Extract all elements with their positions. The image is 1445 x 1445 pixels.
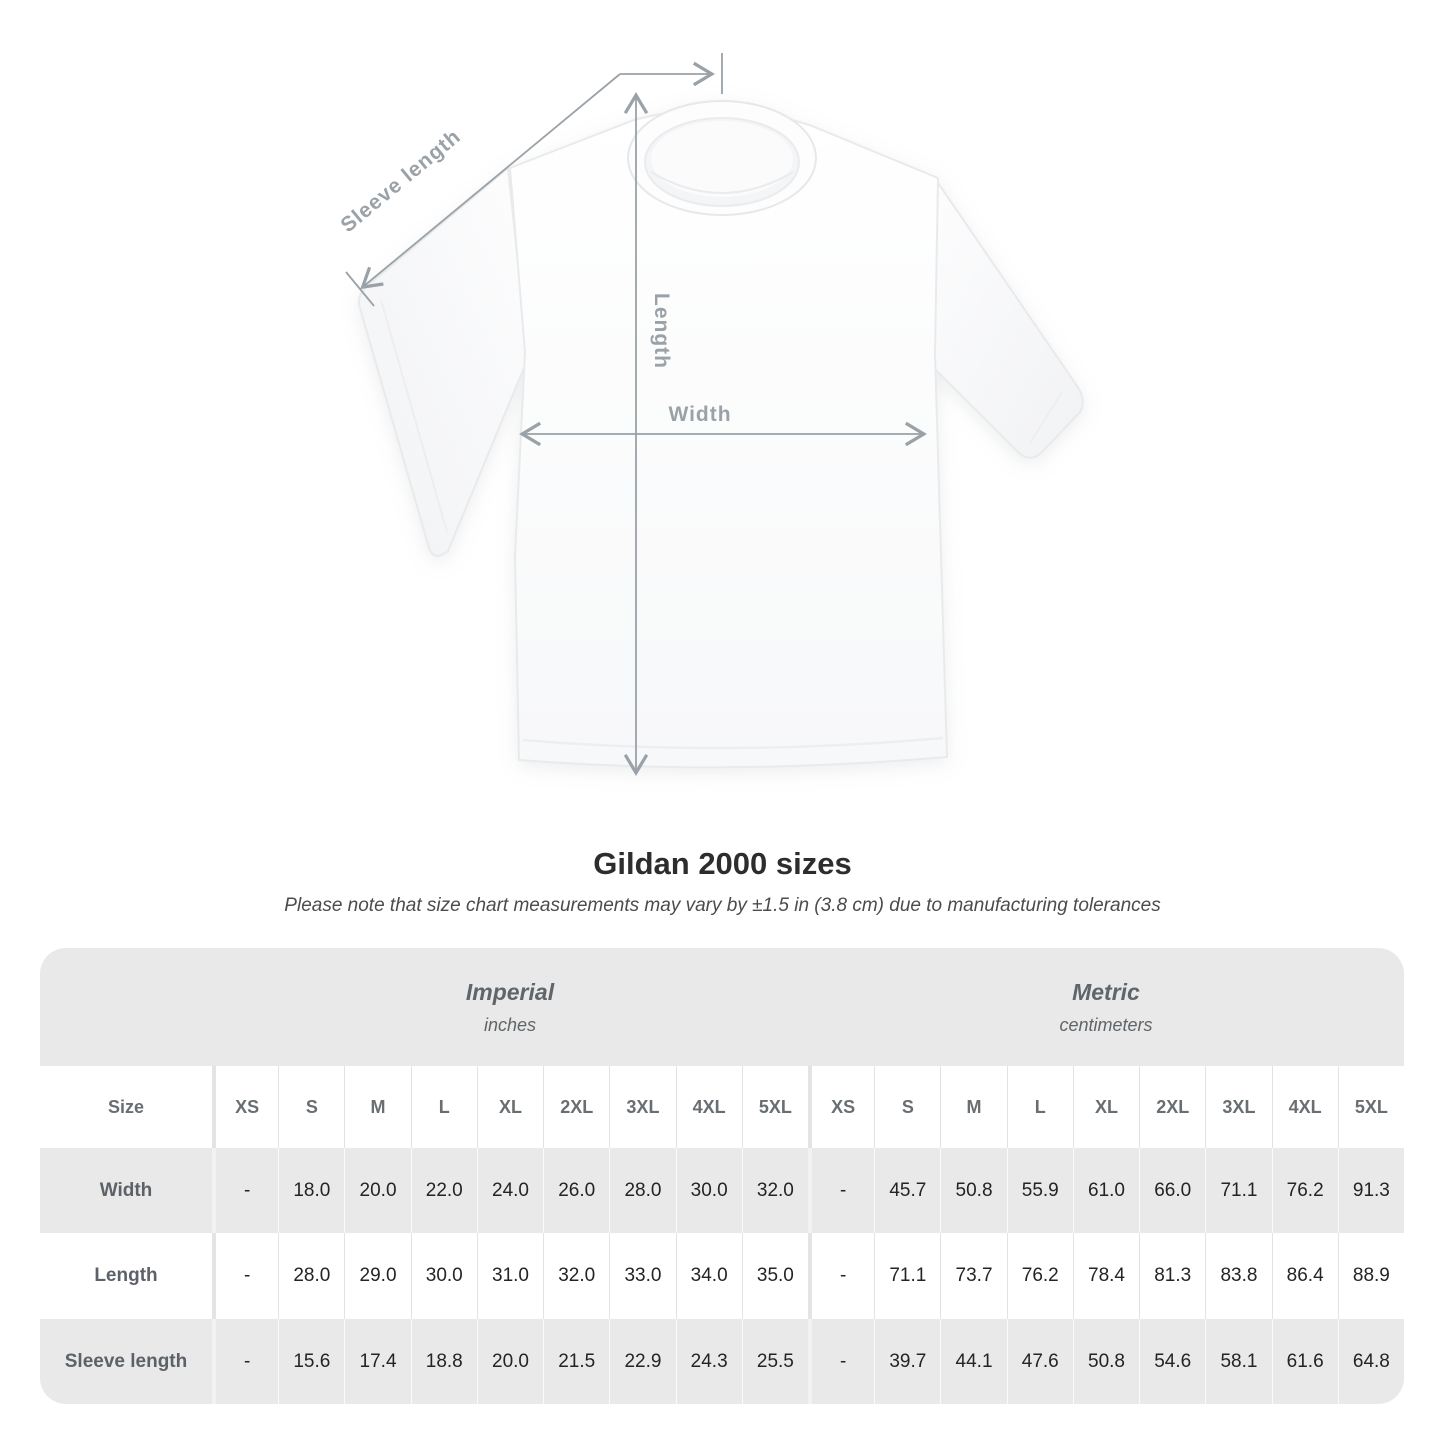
page-title: Gildan 2000 sizes: [593, 846, 852, 881]
sleeve-metric-xl: 50.8: [1073, 1319, 1139, 1404]
size-header-imperial-3xl: 3XL: [609, 1066, 675, 1148]
size-header-imperial-5xl: 5XL: [742, 1066, 808, 1148]
length-metric-m: 73.7: [940, 1233, 1006, 1319]
length-metric-3xl: 83.8: [1205, 1233, 1271, 1319]
sleeve-metric-l: 47.6: [1007, 1319, 1073, 1404]
sleeve-metric-5xl: 64.8: [1338, 1319, 1404, 1404]
sleeve-metric-2xl: 54.6: [1139, 1319, 1205, 1404]
length-label: Length: [650, 293, 673, 369]
length-metric-4xl: 86.4: [1272, 1233, 1338, 1319]
width-metric-4xl: 76.2: [1272, 1148, 1338, 1233]
sleeve-metric-xs: -: [808, 1319, 874, 1404]
length-metric-s: 71.1: [874, 1233, 940, 1319]
size-header-imperial-l: L: [411, 1066, 477, 1148]
sleeve-metric-m: 44.1: [940, 1319, 1006, 1404]
band-corner: [40, 948, 212, 1066]
imperial-band: [212, 948, 808, 1066]
metric-unit: centimeters: [1059, 1014, 1153, 1035]
length-imperial-xl: 31.0: [477, 1233, 543, 1319]
imperial-unit: inches: [483, 1014, 536, 1035]
length-metric-xl: 78.4: [1073, 1233, 1139, 1319]
sleeve-imperial-3xl: 22.9: [609, 1319, 675, 1404]
width-metric-m: 50.8: [940, 1148, 1006, 1233]
width-imperial-l: 22.0: [411, 1148, 477, 1233]
size-header-imperial-xs: XS: [212, 1066, 278, 1148]
sleeve-imperial-xl: 20.0: [477, 1319, 543, 1404]
sleeve-imperial-s: 15.6: [278, 1319, 344, 1404]
length-metric-2xl: 81.3: [1139, 1233, 1205, 1319]
tolerance-note: Please note that size chart measurements may vary by ±1.5 in (3.8 cm) due to manufacturing tolerances: [284, 895, 1161, 916]
length-imperial-4xl: 34.0: [676, 1233, 742, 1319]
length-imperial-5xl: 35.0: [742, 1233, 808, 1319]
width-label: Width: [668, 403, 732, 426]
sleeve-metric-4xl: 61.6: [1272, 1319, 1338, 1404]
size-header-metric-s: S: [874, 1066, 940, 1148]
length-metric-5xl: 88.9: [1338, 1233, 1404, 1319]
size-table: [40, 948, 1404, 1404]
length-imperial-s: 28.0: [278, 1233, 344, 1319]
size-header-metric-5xl: 5XL: [1338, 1066, 1404, 1148]
width-metric-l: 55.9: [1007, 1148, 1073, 1233]
row-label-sleeve-length: Sleeve length: [40, 1319, 212, 1404]
size-header-metric-4xl: 4XL: [1272, 1066, 1338, 1148]
size-header-imperial-s: S: [278, 1066, 344, 1148]
width-imperial-m: 20.0: [344, 1148, 410, 1233]
sleeve-imperial-2xl: 21.5: [543, 1319, 609, 1404]
width-imperial-2xl: 26.0: [543, 1148, 609, 1233]
sleeve-metric-3xl: 58.1: [1205, 1319, 1271, 1404]
length-imperial-3xl: 33.0: [609, 1233, 675, 1319]
length-imperial-xs: -: [212, 1233, 278, 1319]
size-header-imperial-4xl: 4XL: [676, 1066, 742, 1148]
size-header-metric-3xl: 3XL: [1205, 1066, 1271, 1148]
width-imperial-xl: 24.0: [477, 1148, 543, 1233]
width-metric-5xl: 91.3: [1338, 1148, 1404, 1233]
size-header-imperial-xl: XL: [477, 1066, 543, 1148]
length-imperial-l: 30.0: [411, 1233, 477, 1319]
width-imperial-s: 18.0: [278, 1148, 344, 1233]
size-header-metric-2xl: 2XL: [1139, 1066, 1205, 1148]
sleeve-metric-s: 39.7: [874, 1319, 940, 1404]
width-imperial-3xl: 28.0: [609, 1148, 675, 1233]
width-imperial-xs: -: [212, 1148, 278, 1233]
imperial-title: Imperial: [465, 978, 555, 1005]
sleeve-length-label: Sleeve length: [336, 124, 466, 238]
row-label-width: Width: [40, 1148, 212, 1233]
size-header-metric-m: M: [940, 1066, 1006, 1148]
sleeve-imperial-xs: -: [212, 1319, 278, 1404]
width-metric-xl: 61.0: [1073, 1148, 1139, 1233]
length-metric-l: 76.2: [1007, 1233, 1073, 1319]
width-imperial-4xl: 30.0: [676, 1148, 742, 1233]
width-imperial-5xl: 32.0: [742, 1148, 808, 1233]
size-header-metric-l: L: [1007, 1066, 1073, 1148]
row-label-length: Length: [40, 1233, 212, 1319]
size-header-metric-xs: XS: [808, 1066, 874, 1148]
size-header-imperial-m: M: [344, 1066, 410, 1148]
sleeve-imperial-m: 17.4: [344, 1319, 410, 1404]
size-header-imperial-2xl: 2XL: [543, 1066, 609, 1148]
length-imperial-2xl: 32.0: [543, 1233, 609, 1319]
sleeve-imperial-l: 18.8: [411, 1319, 477, 1404]
size-header-metric-xl: XL: [1073, 1066, 1139, 1148]
metric-title: Metric: [1072, 978, 1140, 1005]
width-metric-2xl: 66.0: [1139, 1148, 1205, 1233]
sleeve-imperial-5xl: 25.5: [742, 1319, 808, 1404]
metric-band: [808, 948, 1404, 1066]
size-column-header: Size: [40, 1066, 212, 1148]
sleeve-imperial-4xl: 24.3: [676, 1319, 742, 1404]
length-imperial-m: 29.0: [344, 1233, 410, 1319]
width-metric-xs: -: [808, 1148, 874, 1233]
width-metric-s: 45.7: [874, 1148, 940, 1233]
length-metric-xs: -: [808, 1233, 874, 1319]
width-metric-3xl: 71.1: [1205, 1148, 1271, 1233]
